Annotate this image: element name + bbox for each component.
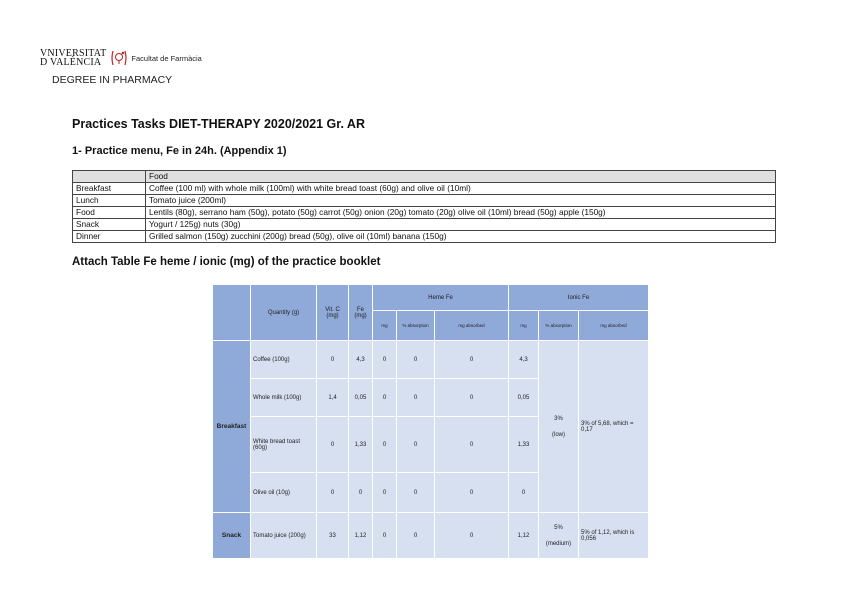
vitc-cell: 0 [317,473,349,513]
heme-absorbed-cell: 0 [435,473,509,513]
degree-label: DEGREE IN PHARMACY [52,74,173,86]
subheader-heme-absorbed: mg absorbed [435,311,509,341]
snack-label: Snack [213,513,251,559]
breakfast-ionic-pct: 3% [554,415,563,422]
snack-ionic-pct-cell [539,513,579,559]
vitc-cell: 1,4 [317,379,349,417]
subheader-heme-mg: mg [373,311,397,341]
food-cell: Yogurt / 125g) nuts (30g) [146,219,776,231]
heme-mg-cell: 0 [373,513,397,559]
university-seal-icon [110,49,128,67]
page-title: Practices Tasks DIET-THERAPY 2020/2021 Gr. AR [72,117,365,131]
heme-mg-cell: 0 [373,417,397,473]
table-row [73,231,776,243]
header-fe: Fe (mg) [349,285,373,341]
fe-heme-ionic-table [212,284,648,558]
table-header-empty [73,171,146,183]
university-name-line2: D VALÈNCIA [40,57,102,68]
table-row [73,183,776,195]
subheader-ionic-pct: % absorption [539,311,579,341]
vitc-cell: 33 [317,513,349,559]
ionic-mg-cell: 1,33 [509,417,539,473]
heme-absorbed-cell: 0 [435,379,509,417]
heme-pct-cell: 0 [397,341,435,379]
attach-caption: Attach Table Fe heme / ionic (mg) of the practice booklet [72,256,381,268]
fe-cell: 0,05 [349,379,373,417]
university-name [40,49,106,67]
heme-pct-cell: 0 [397,417,435,473]
vitc-cell: 0 [317,417,349,473]
snack-ionic-absorbed: 5% of 1,12, which is 0,056 [579,513,649,559]
heme-absorbed-cell: 0 [435,417,509,473]
subheader-heme-pct: % absorption [397,311,435,341]
ionic-mg-cell: 0,05 [509,379,539,417]
vitc-cell: 0 [317,341,349,379]
meal-cell: Lunch [73,195,146,207]
section-subtitle: 1- Practice menu, Fe in 24h. (Appendix 1) [72,145,287,157]
breakfast-ionic-absorbed: 3% of 5,68, which = 0,17 [579,341,649,513]
table-header-food: Food [146,171,776,183]
food-cell: Tomato juice (200ml) [146,195,776,207]
food-cell: Olive oil (10g) [251,473,317,513]
table-row [73,219,776,231]
subheader-ionic-mg: mg [509,311,539,341]
ionic-mg-cell: 1,12 [509,513,539,559]
food-cell: Lentils (80g), serrano ham (50g), potato (50g) carrot (50g) onion (20g) tomato (20g) olive oil (10ml) bread (50g) apple (150g) [146,207,776,219]
meal-cell: Snack [73,219,146,231]
header-heme-fe: Heme Fe [373,285,509,311]
university-name-line1: VNIVERSITAT [40,48,107,59]
fe-cell: 1,12 [349,513,373,559]
fe-table-header-row [213,285,649,311]
ionic-mg-cell: 4,3 [509,341,539,379]
food-cell: Whole milk (100g) [251,379,317,417]
ionic-mg-cell: 0 [509,473,539,513]
food-cell: Grilled salmon (150g) zucchini (200g) bread (50g), olive oil (10ml) banana (150g) [146,231,776,243]
fe-cell: 4,3 [349,341,373,379]
faculty-name: Facultat de Farmàcia [131,53,202,63]
heme-pct-cell: 0 [397,513,435,559]
university-logo [40,49,202,67]
food-cell: White bread toast (60g) [251,417,317,473]
heme-absorbed-cell: 0 [435,341,509,379]
table-row [213,341,649,379]
food-cell: Coffee (100 ml) with whole milk (100ml) with white bread toast (60g) and olive oil (10ml) [146,183,776,195]
heme-pct-cell: 0 [397,473,435,513]
table-row [73,207,776,219]
heme-absorbed-cell: 0 [435,513,509,559]
breakfast-label: Breakfast [213,341,251,513]
food-cell: Coffee (100g) [251,341,317,379]
practice-menu-table [72,170,776,243]
fe-cell: 1,33 [349,417,373,473]
breakfast-ionic-pct-cell [539,341,579,513]
subheader-ionic-absorbed: mg absorbed [579,311,649,341]
meal-cell: Food [73,207,146,219]
heme-mg-cell: 0 [373,379,397,417]
snack-ionic-pct: 5% [554,524,563,531]
heme-mg-cell: 0 [373,341,397,379]
meal-cell: Dinner [73,231,146,243]
food-cell: Tomato juice (200g) [251,513,317,559]
heme-pct-cell: 0 [397,379,435,417]
heme-mg-cell: 0 [373,473,397,513]
fe-cell: 0 [349,473,373,513]
table-row [73,195,776,207]
table-header-row [73,171,776,183]
header-vitc: Vit. C (mg) [317,285,349,341]
header-ionic-fe: Ionic Fe [509,285,649,311]
snack-ionic-pct-note: (medium) [545,540,572,547]
fe-table-header-empty [213,285,251,341]
meal-cell: Breakfast [73,183,146,195]
header-quantity: Quantity (g) [251,285,317,341]
breakfast-ionic-pct-note: (low) [552,431,566,438]
table-row [213,513,649,559]
